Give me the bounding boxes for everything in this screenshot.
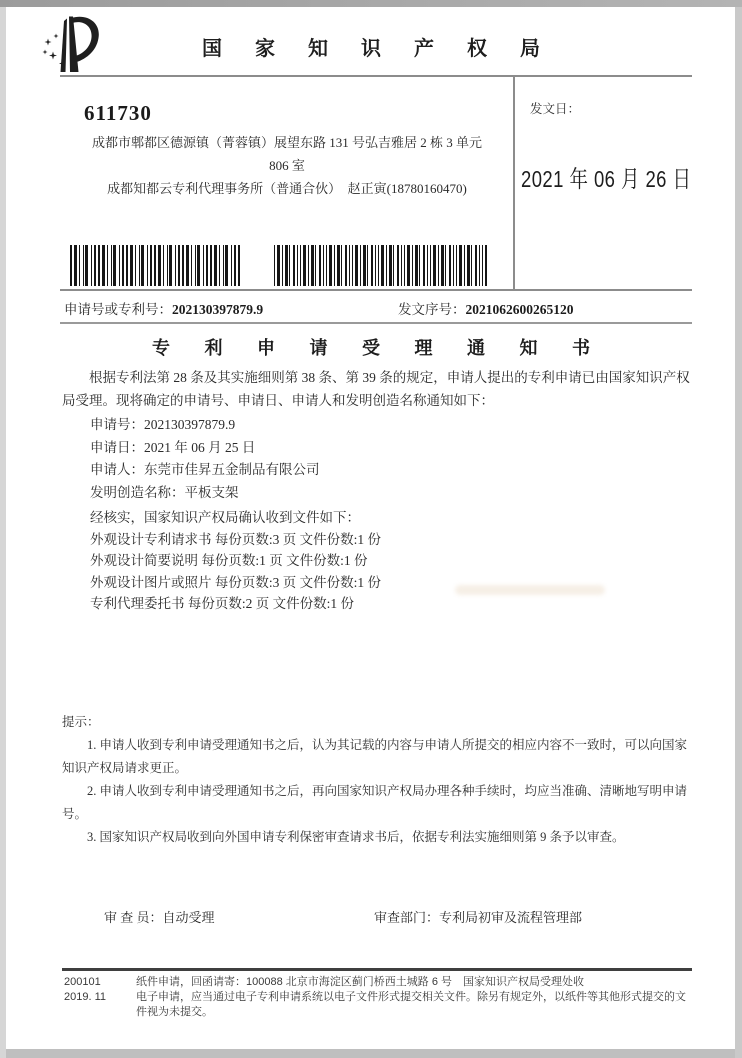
address-line-2: 806 室 bbox=[269, 158, 305, 173]
department-label: 审查部门： bbox=[374, 910, 440, 925]
application-details bbox=[90, 414, 320, 504]
footer bbox=[64, 975, 694, 1020]
detail-application-date: 申请日：2021 年 06 月 25 日 bbox=[90, 439, 256, 455]
footer-rule bbox=[62, 968, 692, 971]
scan-edge-bottom bbox=[6, 1049, 735, 1058]
notice-title: 专 利 申 请 受 理 通 知 书 bbox=[152, 338, 605, 358]
received-file: 外观设计简要说明 每份页数:1 页 文件份数:1 份 bbox=[90, 553, 368, 568]
footer-code: 2019. 11 bbox=[64, 991, 107, 1003]
application-no-label: 申请号或专利号： bbox=[64, 302, 172, 317]
footer-row bbox=[64, 990, 694, 1020]
header-rule bbox=[60, 75, 692, 77]
detail-invention-title: 发明创造名称：平板支架 bbox=[90, 484, 239, 500]
address-line-1: 成都市郫都区德源镇（菁蓉镇）展望东路 131 号弘吉雅居 2 栋 3 单元 bbox=[91, 135, 482, 150]
received-intro: 经核实，国家知识产权局确认收到文件如下： bbox=[90, 510, 360, 525]
serial-no: 2021062600265120 bbox=[465, 302, 574, 317]
received-file: 专利代理委托书 每份页数:2 页 文件份数:1 份 bbox=[90, 596, 355, 611]
barcode-application bbox=[70, 245, 240, 286]
serial-no-label: 发文序号： bbox=[398, 302, 466, 317]
barcode-rule bbox=[60, 289, 692, 291]
agency-name: 国 家 知 识 产 权 局 bbox=[202, 38, 554, 60]
reference-line bbox=[64, 298, 692, 318]
received-documents bbox=[90, 507, 381, 615]
footer-row bbox=[64, 975, 694, 990]
reference-rule bbox=[60, 322, 692, 324]
detail-applicant: 申请人：东莞市佳昇五金制品有限公司 bbox=[90, 462, 320, 477]
scan-edge-right bbox=[735, 7, 742, 1058]
received-file: 外观设计专利请求书 每份页数:3 页 文件份数:1 份 bbox=[90, 531, 382, 547]
scan-edge-left bbox=[0, 7, 6, 1058]
tip-item: 1. 申请人收到专利申请受理通知书之后，认为其记载的内容与申请人所提交的相应内容不一致时，可以向国家知识产权局请求更正。 bbox=[62, 738, 688, 775]
postal-code: 611730 bbox=[84, 101, 152, 125]
received-file: 外观设计图片或照片 每份页数:3 页 文件份数:1 份 bbox=[90, 574, 382, 590]
examiner-label: 审 查 员： bbox=[104, 910, 163, 925]
scan-smudge bbox=[455, 585, 605, 595]
tip-item: 3. 国家知识产权局收到向外国申请专利保密审查请求书后，依据专利法实施细则第 9 条予以审查。 bbox=[87, 830, 625, 844]
barcode-serial bbox=[274, 245, 487, 286]
tips-section bbox=[62, 711, 699, 849]
notice-intro: 根据专利法第 28 条及其实施细则第 38 条、第 39 条的规定，申请人提出的专利申请已由国家知识产权局受理。现将确定的申请号、申请日、申请人和发明创造名称通知如下： bbox=[62, 370, 690, 408]
department-value: 专利局初审及流程管理部 bbox=[439, 910, 583, 925]
issue-date-label: 发文日： bbox=[530, 102, 581, 116]
application-no: 202130397879.9 bbox=[172, 302, 264, 317]
examiner-value: 自动受理 bbox=[162, 910, 215, 925]
scan-edge-top bbox=[0, 0, 742, 7]
tips-label: 提示： bbox=[62, 715, 100, 729]
footer-text: 电子申请，应当通过电子专利申请系统以电子文件形式提交相关文件。除另有规定外，以纸件等其他形式提交的文件视为未提交。 bbox=[136, 991, 686, 1018]
tip-item: 2. 申请人收到专利申请受理通知书之后，再向国家知识产权局办理各种手续时，均应当准确、清晰地写明申请号。 bbox=[62, 784, 688, 821]
recipient-address bbox=[62, 131, 512, 200]
footer-code: 200101 bbox=[64, 976, 101, 988]
issue-date-value: 2021 年 06 月 26 日 bbox=[521, 166, 692, 193]
footer-text: 纸件申请，回函请寄：100088 北京市海淀区蓟门桥西土城路 6 号 国家知识产权局受理处收 bbox=[136, 976, 584, 988]
agent-line: 成都知都云专利代理事务所（普通合伙） 赵正寅(18780160470) bbox=[107, 181, 467, 196]
datebox-divider bbox=[513, 77, 515, 289]
detail-application-no: 申请号：202130397879.9 bbox=[90, 417, 236, 432]
